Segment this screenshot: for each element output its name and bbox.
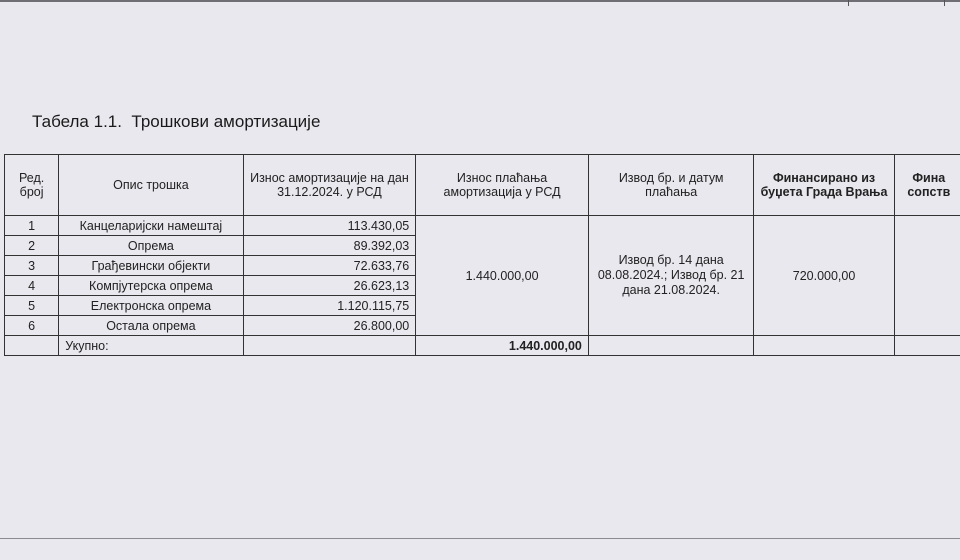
caption-number: Табела 1.1.	[32, 112, 122, 131]
header-finansirano-budzet: Финансирано из буџета Града Врања	[754, 155, 894, 216]
total-empty-cell	[894, 336, 960, 356]
row-number: 5	[5, 296, 59, 316]
row-description: Компјутерска опрема	[59, 276, 243, 296]
row-description: Грађевински објекти	[59, 256, 243, 276]
row-description: Остала опрема	[59, 316, 243, 336]
total-empty-cell	[5, 336, 59, 356]
total-empty-cell	[588, 336, 754, 356]
row-number: 6	[5, 316, 59, 336]
row-number: 3	[5, 256, 59, 276]
total-payment: 1.440.000,00	[416, 336, 589, 356]
row-amount: 89.392,03	[243, 236, 416, 256]
izvod-cell: Извод бр. 14 дана 08.08.2024.; Извод бр. 21 дана 21.08.2024.	[588, 216, 754, 336]
top-rule	[0, 0, 960, 2]
header-izvod: Извод бр. и датум плаћања	[588, 155, 754, 216]
total-empty-cell	[754, 336, 894, 356]
header-red-broj: Ред. број	[5, 155, 59, 216]
payment-amount-cell: 1.440.000,00	[416, 216, 589, 336]
row-number: 4	[5, 276, 59, 296]
budget-amount-cell: 720.000,00	[754, 216, 894, 336]
row-amount: 26.800,00	[243, 316, 416, 336]
total-label: Укупно:	[59, 336, 243, 356]
row-number: 1	[5, 216, 59, 236]
total-empty-cell	[243, 336, 416, 356]
total-row	[5, 336, 960, 356]
header-row	[5, 155, 960, 216]
header-iznos-amortizacije: Износ амортизације на дан 31.12.2024. у РСД	[243, 155, 416, 216]
header-finansirano-sopstveni: Фина сопств	[894, 155, 960, 216]
row-amount: 1.120.115,75	[243, 296, 416, 316]
table-row	[5, 216, 960, 236]
top-tick	[944, 0, 945, 6]
caption-title: Трошкови амортизације	[131, 112, 321, 131]
row-amount: 26.623,13	[243, 276, 416, 296]
header-iznos-placanja: Износ плаћања амортизација у РСД	[416, 155, 589, 216]
bottom-rule	[0, 538, 960, 539]
header-opis: Опис трошка	[59, 155, 243, 216]
row-description: Канцеларијски намештај	[59, 216, 243, 236]
row-description: Електронска опрема	[59, 296, 243, 316]
row-description: Опрема	[59, 236, 243, 256]
table-caption	[32, 112, 320, 132]
row-amount: 72.633,76	[243, 256, 416, 276]
depreciation-table	[4, 154, 960, 356]
row-number: 2	[5, 236, 59, 256]
top-tick	[848, 0, 849, 6]
table-container	[4, 154, 960, 360]
row-amount: 113.430,05	[243, 216, 416, 236]
own-funds-cell	[894, 216, 960, 336]
